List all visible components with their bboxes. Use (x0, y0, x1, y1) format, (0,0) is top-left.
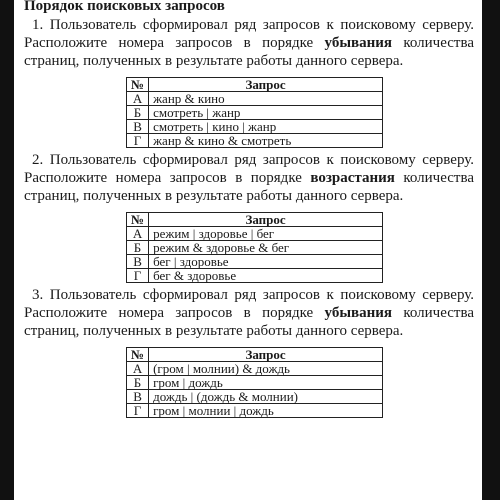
task-3-text-before: 3. Пользователь сформировал ряд запросов к поисковому серверу. Расположите номера запросов в порядке (24, 287, 474, 321)
task-1-text-after: количества страниц, полученных в результате работы данного сервера. (24, 35, 475, 69)
row-query: бег & здоровье (149, 269, 383, 283)
row-id: Б (127, 376, 149, 390)
row-query: (гром | молнии) & дождь (149, 362, 383, 376)
column-number-header: № (127, 78, 149, 92)
table-header-row (127, 78, 383, 92)
table-row (127, 404, 383, 418)
document-heading: Порядок поисковых запросов (24, 0, 225, 14)
task-3-text-after: количества страниц, полученных в результате работы данного сервера. (24, 305, 475, 339)
task-2-text-after: количества страниц, полученных в результате работы данного сервера. (24, 170, 475, 204)
row-query: смотреть | жанр (149, 106, 383, 120)
table-header-row (127, 348, 383, 362)
row-id: Г (127, 269, 149, 283)
table-row (127, 241, 383, 255)
row-id: В (127, 255, 149, 269)
task-1-table (126, 77, 383, 148)
table-row (127, 376, 383, 390)
row-id: А (127, 92, 149, 106)
row-id: Г (127, 404, 149, 418)
row-id: Б (127, 241, 149, 255)
table-row (127, 106, 383, 120)
row-query: бег | здоровье (149, 255, 383, 269)
task-1-emphasis: убывания (324, 35, 393, 51)
task-3-table (126, 347, 383, 418)
row-query: гром | молнии | дождь (149, 404, 383, 418)
row-id: Б (127, 106, 149, 120)
table-row (127, 134, 383, 148)
row-id: А (127, 362, 149, 376)
row-query: жанр & кино & смотреть (149, 134, 383, 148)
task-3-text (24, 286, 474, 340)
row-id: В (127, 390, 149, 404)
document-page (14, 0, 482, 500)
task-2-text (24, 151, 474, 205)
row-query: смотреть | кино | жанр (149, 120, 383, 134)
table-row (127, 362, 383, 376)
row-query: дождь | (дождь & молнии) (149, 390, 383, 404)
document-content (14, 0, 482, 418)
table-row (127, 390, 383, 404)
row-id: А (127, 227, 149, 241)
task-2-emphasis: возрастания (310, 170, 395, 186)
table-row (127, 120, 383, 134)
row-query: гром | дождь (149, 376, 383, 390)
row-query: режим & здоровье & бег (149, 241, 383, 255)
row-query: режим | здоровье | бег (149, 227, 383, 241)
row-id: В (127, 120, 149, 134)
column-query-header: Запрос (149, 78, 383, 92)
table-row (127, 227, 383, 241)
column-number-header: № (127, 213, 149, 227)
task-1-text-before: 1. Пользователь сформировал ряд запросов к поисковому серверу. Расположите номера запросов в порядке (24, 17, 474, 51)
task-1-text (24, 16, 474, 70)
table-header-row (127, 213, 383, 227)
row-query: жанр & кино (149, 92, 383, 106)
task-2-table (126, 212, 383, 283)
task-2-text-before: 2. Пользователь сформировал ряд запросов к поисковому серверу. Расположите номера запросов в порядке (24, 152, 474, 186)
task-3-emphasis: убывания (324, 305, 393, 321)
column-query-header: Запрос (149, 348, 383, 362)
row-id: Г (127, 134, 149, 148)
table-row (127, 269, 383, 283)
column-query-header: Запрос (149, 213, 383, 227)
column-number-header: № (127, 348, 149, 362)
table-row (127, 92, 383, 106)
table-row (127, 255, 383, 269)
